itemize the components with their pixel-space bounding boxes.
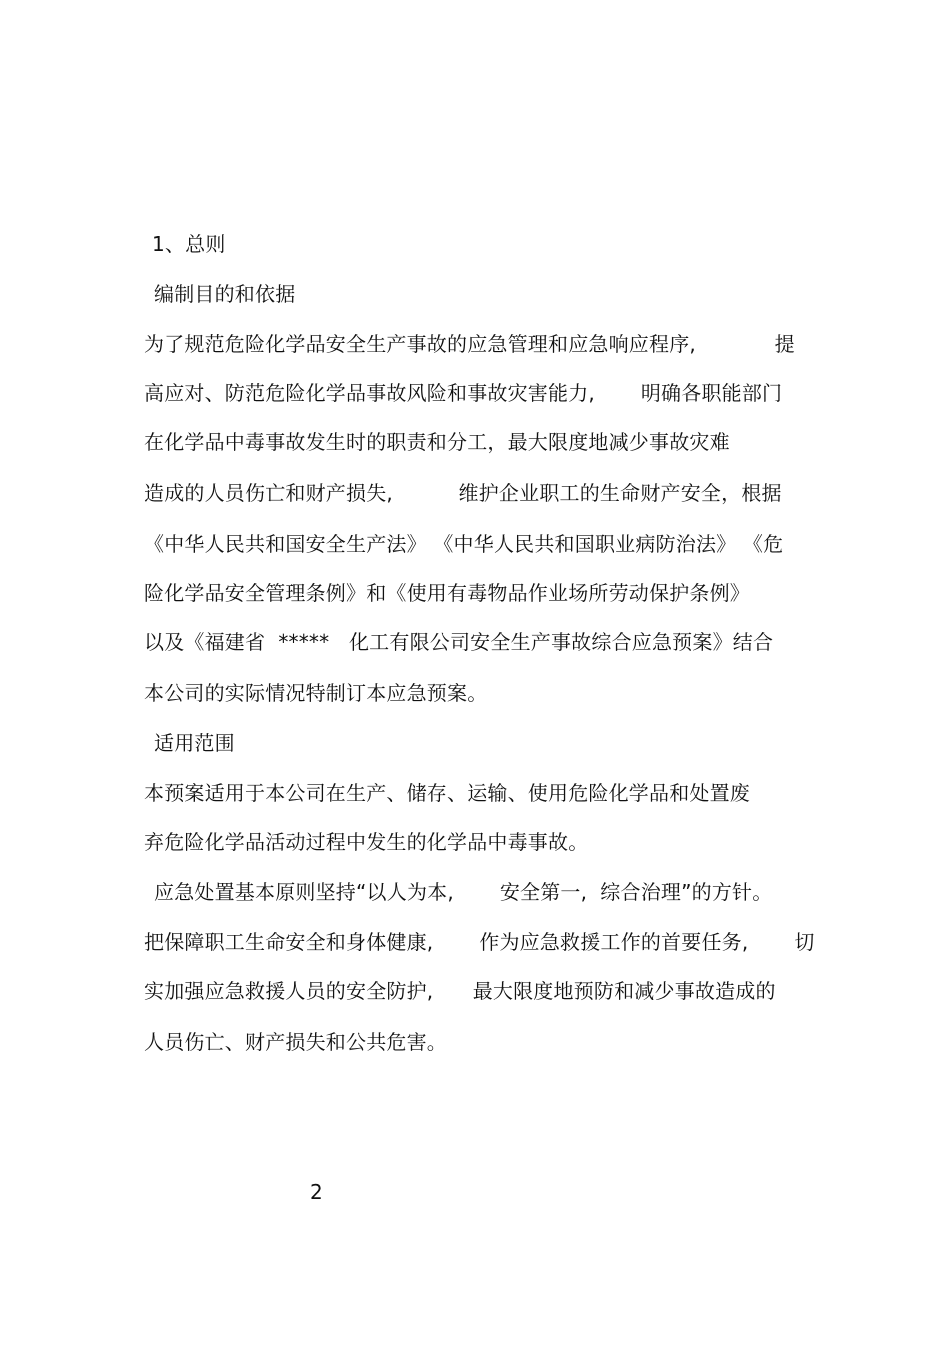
- paragraph-line: 险化学品安全管理条例》和《使用有毒物品作业场所劳动保护条例》: [144, 581, 750, 605]
- paragraph-line: 把保障职工生命安全和身体健康, 作为应急救援工作的首要任务, 切: [144, 930, 815, 954]
- paragraph-line: 在化学品中毒事故发生时的职责和分工，最大限度地减少事故灾难: [144, 430, 730, 454]
- paragraph-line: 人员伤亡、财产损失和公共危害。: [144, 1030, 447, 1054]
- section-heading-general: 1、总则: [152, 232, 226, 256]
- paragraph-line: 高应对、防范危险化学品事故风险和事故灾害能力, 明确各职能部门: [144, 381, 783, 405]
- paragraph-line: 本公司的实际情况特制订本应急预案。: [144, 681, 488, 705]
- paragraph-line: 以及《福建省 ***** 化工有限公司安全生产事故综合应急预案》结合: [144, 630, 774, 654]
- subheading-purpose-basis: 编制目的和依据: [154, 282, 296, 306]
- paragraph-line: 造成的人员伤亡和财产损失, 维护企业职工的生命财产安全，根据: [144, 481, 782, 505]
- subheading-scope: 适用范围: [154, 731, 235, 755]
- paragraph-line: 《中华人民共和国安全生产法》 《中华人民共和国职业病防治法》 《危: [144, 532, 784, 556]
- paragraph-line: 本预案适用于本公司在生产、储存、运输、使用危险化学品和处置废: [144, 781, 750, 805]
- paragraph-line: 实加强应急救援人员的安全防护, 最大限度地预防和减少事故造成的: [144, 979, 776, 1003]
- page-number: 2: [310, 1180, 323, 1204]
- paragraph-line-principles: 应急处置基本原则坚持“以人为本, 安全第一, 综合治理”的方针。: [154, 880, 773, 904]
- paragraph-line: 弃危险化学品活动过程中发生的化学品中毒事故。: [144, 830, 589, 854]
- paragraph-line: 为了规范危险化学品安全生产事故的应急管理和应急响应程序, 提: [144, 332, 795, 356]
